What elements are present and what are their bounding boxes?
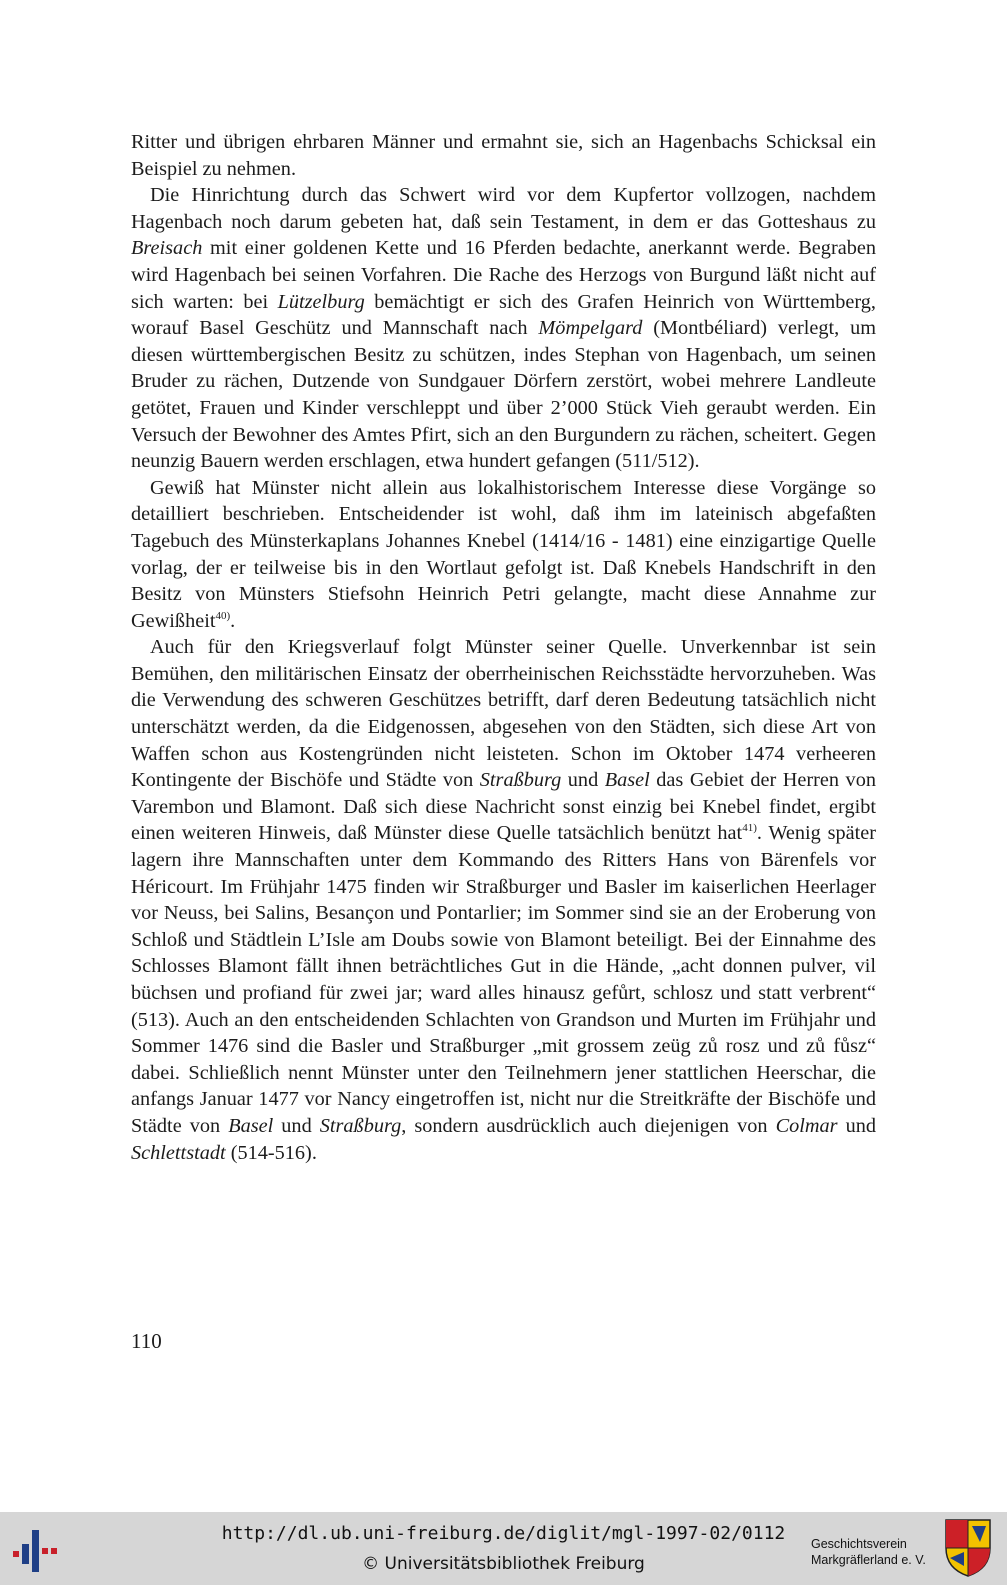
text-run: Auch für den Kriegsverlauf folgt Münster seiner Quelle. Unverkennbar ist sein Bemühen, den militärischen Einsatz der oberrheinischen Reichsstädte hervorzuheben. Was die Verwendung des schweren Geschützes betrifft, darf deren Bedeutung tatsächlich nicht unterschätzt werden, da die Eidgenossen, abgesehen von den Städten, sich diese Art von Waffen schon aus Kostengründen nicht leisteten. Schon im Oktober 1474 verheeren Kontingente der Bischöfe und Städte von bbox=[131, 636, 876, 792]
text-run: Gewiß hat Münster nicht allein aus lokalhistorischem Interesse diese Vorgänge so detailliert beschrieben. Entscheidender ist wohl, daß ihm im lateinisch abgefaßten Tagebuch des Münsterkaplans Johannes Knebel (1414/16 - 1481) eine einzigartige Quelle vorlag, der er teilweise bis in den Wortlaut gefolgt ist. Daß Knebels Handschrift in den Besitz von Münsters Stiefsohn Heinrich Petri gelangte, macht diese Annahme zur Gewißheit bbox=[131, 476, 876, 632]
italic-place-name: Basel bbox=[604, 769, 650, 792]
italic-place-name: Basel bbox=[228, 1114, 274, 1137]
text-run: das Gebiet der Herren von Varembon und Blamont. Daß sich diese Nachricht sonst einzig bei Knebel findet, ergibt einen weiteren Hinweis, daß Münster diese Quelle tatsächlich benützt hat bbox=[131, 769, 876, 845]
text-run: . bbox=[230, 609, 236, 632]
paragraph bbox=[131, 475, 876, 635]
text-run: und bbox=[837, 1114, 877, 1137]
footnote-reference: 41) bbox=[742, 822, 757, 835]
text-run: Die Hinrichtung durch das Schwert wird vor dem Kupfertor vollzogen, nachdem Hagenbach noch darum gebeten hat, daß sein Testament, in dem er das Gotteshaus zu bbox=[131, 184, 876, 233]
coat-of-arms-icon bbox=[944, 1518, 992, 1578]
body-text bbox=[131, 129, 876, 1166]
italic-place-name: Straßburg bbox=[479, 769, 562, 792]
text-run: (514-516). bbox=[225, 1141, 317, 1164]
organization-name-line1: Geschichtsverein bbox=[811, 1537, 907, 1551]
text-run: (Montbéliard) verlegt, um diesen württembergischen Besitz zu schützen, indes Stephan von Hagenbach, um seinen Bruder zu rächen, Dutzende von Sundgauer Dörfern zerstört, wobei mehrere Landleute getötet, Frauen und Kinder verschleppt und über 2’000 Stück Vieh geraubt werden. Ein Versuch der Bewohner des Amtes Pfirt, sich an den Burgundern zu rächen, scheitert. Gegen neunzig Bauern werden erschlagen, etwa hundert gefangen (511/512). bbox=[131, 317, 876, 473]
text-run: mit einer goldenen Kette und 16 Pferden bedachte, anerkannt werde. Begraben wird Hagenbach bei seinen Vorfahren. Die Rache des Herzogs von Burgund läßt nicht auf sich warten: bei bbox=[131, 237, 876, 313]
paragraph bbox=[131, 634, 876, 1166]
italic-place-name: Mömpelgard bbox=[538, 317, 643, 340]
italic-place-name: Lützelburg bbox=[277, 290, 365, 313]
text-run: und bbox=[561, 769, 605, 792]
footer-url-link[interactable]: http://dl.ub.uni-freiburg.de/diglit/mgl-1997-02/0112 bbox=[221, 1523, 786, 1544]
organization-name-line2: Markgräflerland e. V. bbox=[811, 1553, 926, 1567]
italic-place-name: Breisach bbox=[131, 237, 203, 260]
paragraph bbox=[131, 129, 876, 182]
footnote-reference: 40) bbox=[215, 609, 231, 622]
footer-copyright: © Universitätsbibliothek Freiburg bbox=[362, 1554, 645, 1574]
page-number: 110 bbox=[131, 1329, 162, 1353]
text-run: , sondern ausdrücklich auch diejenigen von bbox=[401, 1114, 776, 1137]
text-run: . Wenig später lagern ihre Mannschaften unter dem Kommando des Ritters Hans von Bärenfels vor Héricourt. Im Frühjahr 1475 finden wir Straßburger und Basler im kaiserlichen Heerlager vor Neuss, bei Salins, Besançon und Pontarlier; im Sommer sind sie an der Eroberung von Schloß und Städtlein L’Isle am Doubs sowie von Blamont beteiligt. Bei der Einnahme des Schlosses Blamont fällt ihnen beträchtliches Gut in die Hände, „acht donnen pulver, vil büchsen und profiand für zwei jar; ward alles hinausz gefůrt, schlosz und statt verbrent“ (513). Auch an den entscheidenden Schlachten von Grandson und Murten im Frühjahr und Sommer 1476 sind die Basler und Straßburger „mit grossem zeüg zů rosz und zů fůsz“ dabei. Schließlich nennt Münster unter den Teilnehmern jener stattlichen Heerschar, die anfangs Januar 1477 vor Nancy eingetroffen ist, nicht nur die Streitkräfte der Bischöfe und Städte von bbox=[131, 822, 876, 1137]
italic-place-name: Straßburg bbox=[319, 1114, 402, 1137]
italic-place-name: Schlettstadt bbox=[131, 1141, 226, 1164]
organization-name bbox=[811, 1536, 941, 1568]
footer-bar bbox=[0, 1512, 1007, 1585]
paragraph bbox=[131, 182, 876, 475]
text-run: bemächtigt er sich des Grafen Heinrich von Württemberg, worauf Basel Geschütz und Mannschaft nach bbox=[131, 290, 876, 340]
text-run: und bbox=[273, 1114, 320, 1137]
text-run: Ritter und übrigen ehrbaren Männer und ermahnt sie, sich an Hagenbachs Schicksal ein Beispiel zu nehmen. bbox=[131, 131, 876, 180]
italic-place-name: Colmar bbox=[775, 1114, 838, 1137]
